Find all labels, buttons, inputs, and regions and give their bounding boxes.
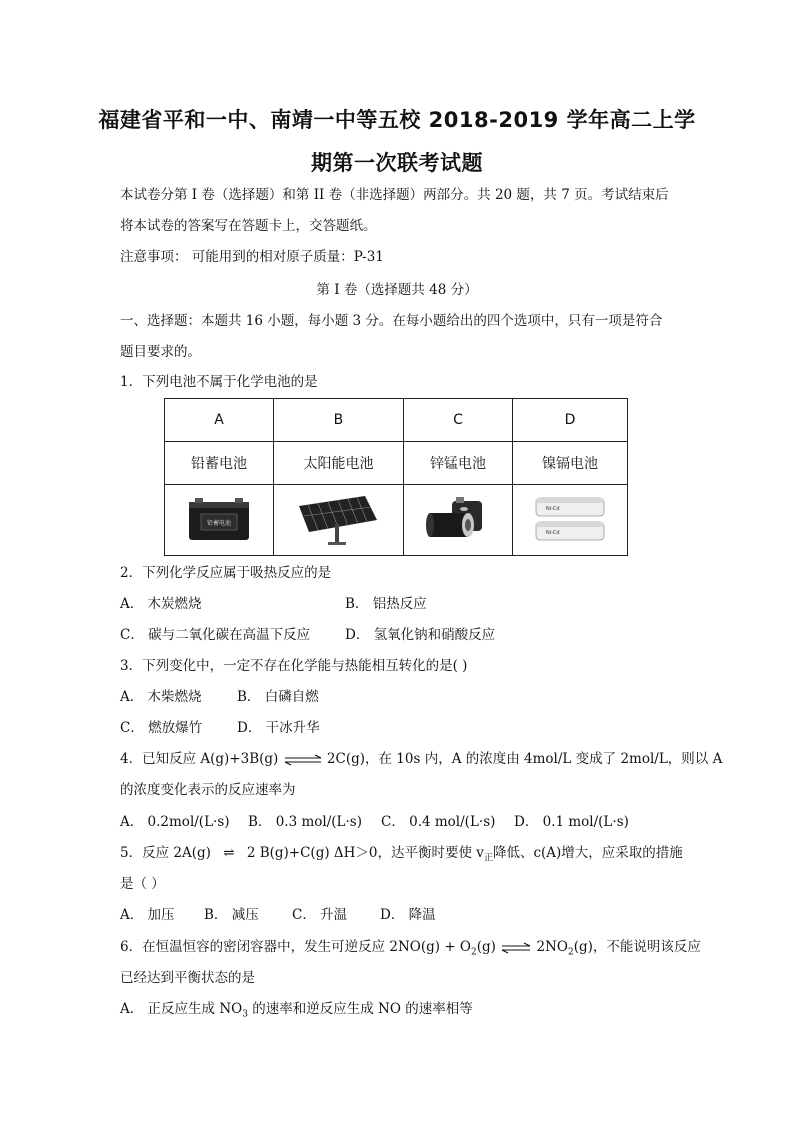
q5-option-b: B． 减压 [204,907,259,923]
q2-option-d: D． 氢氧化钠和硝酸反应 [345,627,496,643]
q5-stem-end: 降低、c(A)增大，应采取的措施 [492,845,683,861]
exam-title-line2: 期第一次联考试题 [311,151,483,175]
q1-battery-table [164,398,628,556]
svg-text:铅蓄电池: 铅蓄电池 [206,520,232,527]
solar-panel-icon [295,492,381,548]
q5-options [120,906,436,924]
intro-line1: 本试卷分第 I 卷（选择题）和第 II 卷（非选择题）两部分。共 20 题，共 7 页。考试结束后 [120,187,669,203]
q6-option-a-pre: A． 正反应生成 NO [120,1001,243,1017]
q5-stem-line2: 是（ ） [120,876,165,892]
q6-option-a [120,1000,473,1024]
section-title: 第 I 卷（选择题共 48 分） [316,282,478,298]
q1-header-c: C [403,399,512,442]
q6-stem-end: (g)，不能说明该反应 [573,939,701,955]
q5-stem-post: 2 B(g)+C(g) ΔH＞0，达平衡时要使 v [246,845,484,861]
lead-acid-battery-icon [183,496,255,544]
q1-image-cell-b [274,485,404,556]
exam-title-line1: 福建省平和一中、南靖一中等五校 2018-2019 学年高二上学 [98,108,696,132]
q2-options-row2 [120,626,495,644]
q3-options-row2 [120,719,320,737]
q1-header-a: A [165,399,274,442]
q1-image-cell-c [403,485,512,556]
q4-options [120,813,629,831]
q2-stem: 2．下列化学反应属于吸热反应的是 [120,565,332,581]
q6-stem-line2: 已经达到平衡状态的是 [120,970,255,986]
q4-stem-pre: 4．已知反应 A(g)+3B(g) [120,751,279,767]
q4-option-c: C． 0.4 mol/(L·s) [381,814,496,830]
equilibrium-arrow-icon [283,754,323,766]
intro-line2: 将本试卷的答案写在答题卡上，交答题纸。 [120,218,377,234]
q1-image-cell-a [165,485,274,556]
q4-option-a: A． 0.2mol/(L·s) [120,814,230,830]
q5-subscript: 正 [483,853,493,864]
q1-header-d: D [512,399,627,442]
nickel-cadmium-battery-icon [532,494,608,546]
q6-stem [120,938,701,962]
q5-stem [120,844,683,868]
q2-option-a: A． 木炭燃烧 [120,596,202,612]
q1-name-c: 锌锰电池 [403,442,512,485]
q6-subscript-no2: 2 [568,947,574,958]
q3-option-a: A． 木柴燃烧 [120,689,202,705]
equilibrium-arrow-icon [500,942,532,954]
q6-subscript-o2: 2 [471,947,477,958]
q1-stem: 1．下列电池不属于化学电池的是 [120,374,318,390]
section-instruction-line2: 题目要求的。 [120,344,201,360]
q2-option-b: B． 铝热反应 [345,596,427,612]
q6-stem-post: 2NO [536,939,568,955]
svg-text:Ni-Cd: Ni-Cd [545,506,560,512]
q1-name-b: 太阳能电池 [274,442,404,485]
q1-name-d: 镍镉电池 [512,442,627,485]
q3-option-d: D． 干冰升华 [237,720,320,736]
q3-option-c: C． 燃放爆竹 [120,720,203,736]
zinc-manganese-battery-icon [422,495,494,545]
q4-stem [120,750,722,768]
q1-name-a: 铅蓄电池 [165,442,274,485]
q6-stem-pre: 6．在恒温恒容的密闭容器中，发生可逆反应 2NO(g) + O [120,939,471,955]
q6-option-a-subscript: 3 [242,1009,248,1020]
q5-option-a: A． 加压 [120,907,175,923]
q5-stem-pre: 5．反应 2A(g) [120,845,211,861]
q3-options-row1 [120,688,319,706]
notice-line: 注意事项： 可能用到的相对原子质量：P-31 [120,249,384,265]
q6-option-a-post: 的速率和逆反应生成 NO 的速率相等 [247,1001,473,1017]
reversible-arrow-icon: ⇌ [223,845,235,861]
q4-stem-line2: 的浓度变化表示的反应速率为 [120,782,296,798]
q2-options-row1 [120,595,427,613]
q1-image-cell-d [512,485,627,556]
q3-option-b: B． 白磷自燃 [237,689,319,705]
svg-text:Ni-Cd: Ni-Cd [545,530,560,536]
q3-stem: 3．下列变化中，一定不存在化学能与热能相互转化的是( ) [120,658,468,674]
q4-option-b: B． 0.3 mol/(L·s) [248,814,362,830]
q2-option-c: C． 碳与二氧化碳在高温下反应 [120,627,311,643]
q6-stem-mid: (g) [476,939,496,955]
q5-option-c: C． 升温 [292,907,348,923]
q5-option-d: D． 降温 [380,907,436,923]
q1-header-b: B [274,399,404,442]
section-instruction-line1: 一、选择题：本题共 16 小题，每小题 3 分。在每小题给出的四个选项中，只有一项是符合 [120,313,663,329]
q4-stem-post: 2C(g)，在 10s 内，A 的浓度由 4mol/L 变成了 2mol/L，则以 A [326,751,723,767]
q4-option-d: D． 0.1 mol/(L·s) [514,814,629,830]
